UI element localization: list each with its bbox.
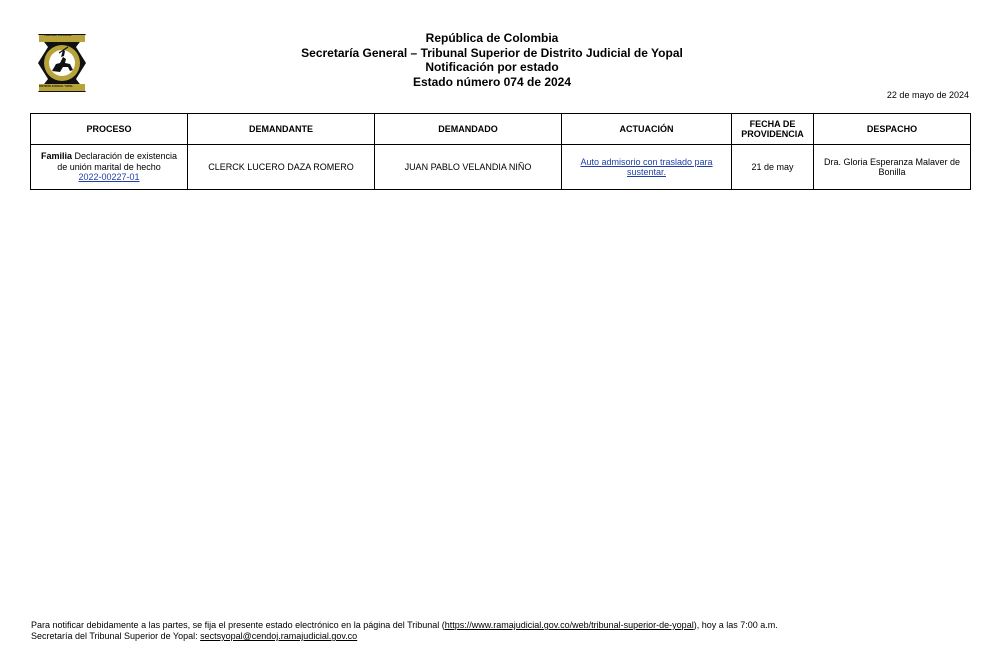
proceso-type: Familia (40, 151, 72, 162)
header-country: República de Colombia (425, 31, 559, 45)
header-demandado: DEMANDADO (375, 114, 562, 145)
header-notification-type: Notificación por estado (425, 60, 559, 74)
secretaria-email-link[interactable]: sectsyopal@cendoj.ramajudicial.gov.co (200, 631, 358, 641)
proceso-description: Declaración de existencia de unión marital de hecho (57, 151, 178, 172)
header-despacho: DESPACHO (814, 114, 971, 145)
radicado-link[interactable]: 2022-00227-01 (78, 172, 140, 183)
table-header-row (31, 114, 971, 145)
footer-line1-post: ), hoy a las 7:00 a.m. (693, 620, 778, 630)
footer-line-1 (31, 620, 778, 631)
cell-demandado: JUAN PABLO VELANDIA NIÑO (375, 145, 562, 190)
header-estado-number: Estado número 074 de 2024 (412, 74, 572, 89)
cell-fecha: 21 de may (732, 145, 814, 190)
estado-table (30, 113, 971, 190)
header-fecha-line2: PROVIDENCIA (741, 129, 804, 139)
footer-line-2 (31, 631, 778, 642)
header-fecha-providencia (732, 114, 814, 145)
cell-despacho: Dra. Gloria Esperanza Malaver de Bonilla (814, 145, 971, 190)
footer-line2-pre: Secretaría del Tribunal Superior de Yopal: (31, 631, 201, 641)
document-footer (31, 620, 778, 642)
document-date: 22 de mayo de 2024 (886, 90, 969, 100)
document-header (0, 31, 984, 89)
cell-actuacion (562, 145, 732, 190)
header-proceso: PROCESO (31, 114, 188, 145)
table-row (31, 145, 971, 190)
logo-top-text: TRIBUNAL SUPERIOR (44, 34, 72, 37)
header-fecha-line1: FECHA DE (749, 118, 796, 129)
header-institution: Secretaría General – Tribunal Superior de Distrito Judicial de Yopal (301, 45, 683, 60)
header-demandante: DEMANDANTE (188, 114, 375, 145)
footer-line1-pre: Para notificar debidamente a las partes, se fija el presente estado electrónico en la página del Tribunal ( (31, 620, 445, 630)
logo-bottom-text: DISTRITO JUDICIAL YOPAL (39, 85, 74, 88)
cell-proceso (31, 145, 188, 190)
tribunal-website-link[interactable]: https://www.ramajudicial.gov.co/web/tribunal-superior-de-yopal (444, 620, 694, 630)
cell-demandante: CLERCK LUCERO DAZA ROMERO (188, 145, 375, 190)
actuacion-link[interactable]: Auto admisorio con traslado para sustentar. (580, 156, 713, 177)
header-actuacion: ACTUACIÓN (562, 114, 732, 145)
